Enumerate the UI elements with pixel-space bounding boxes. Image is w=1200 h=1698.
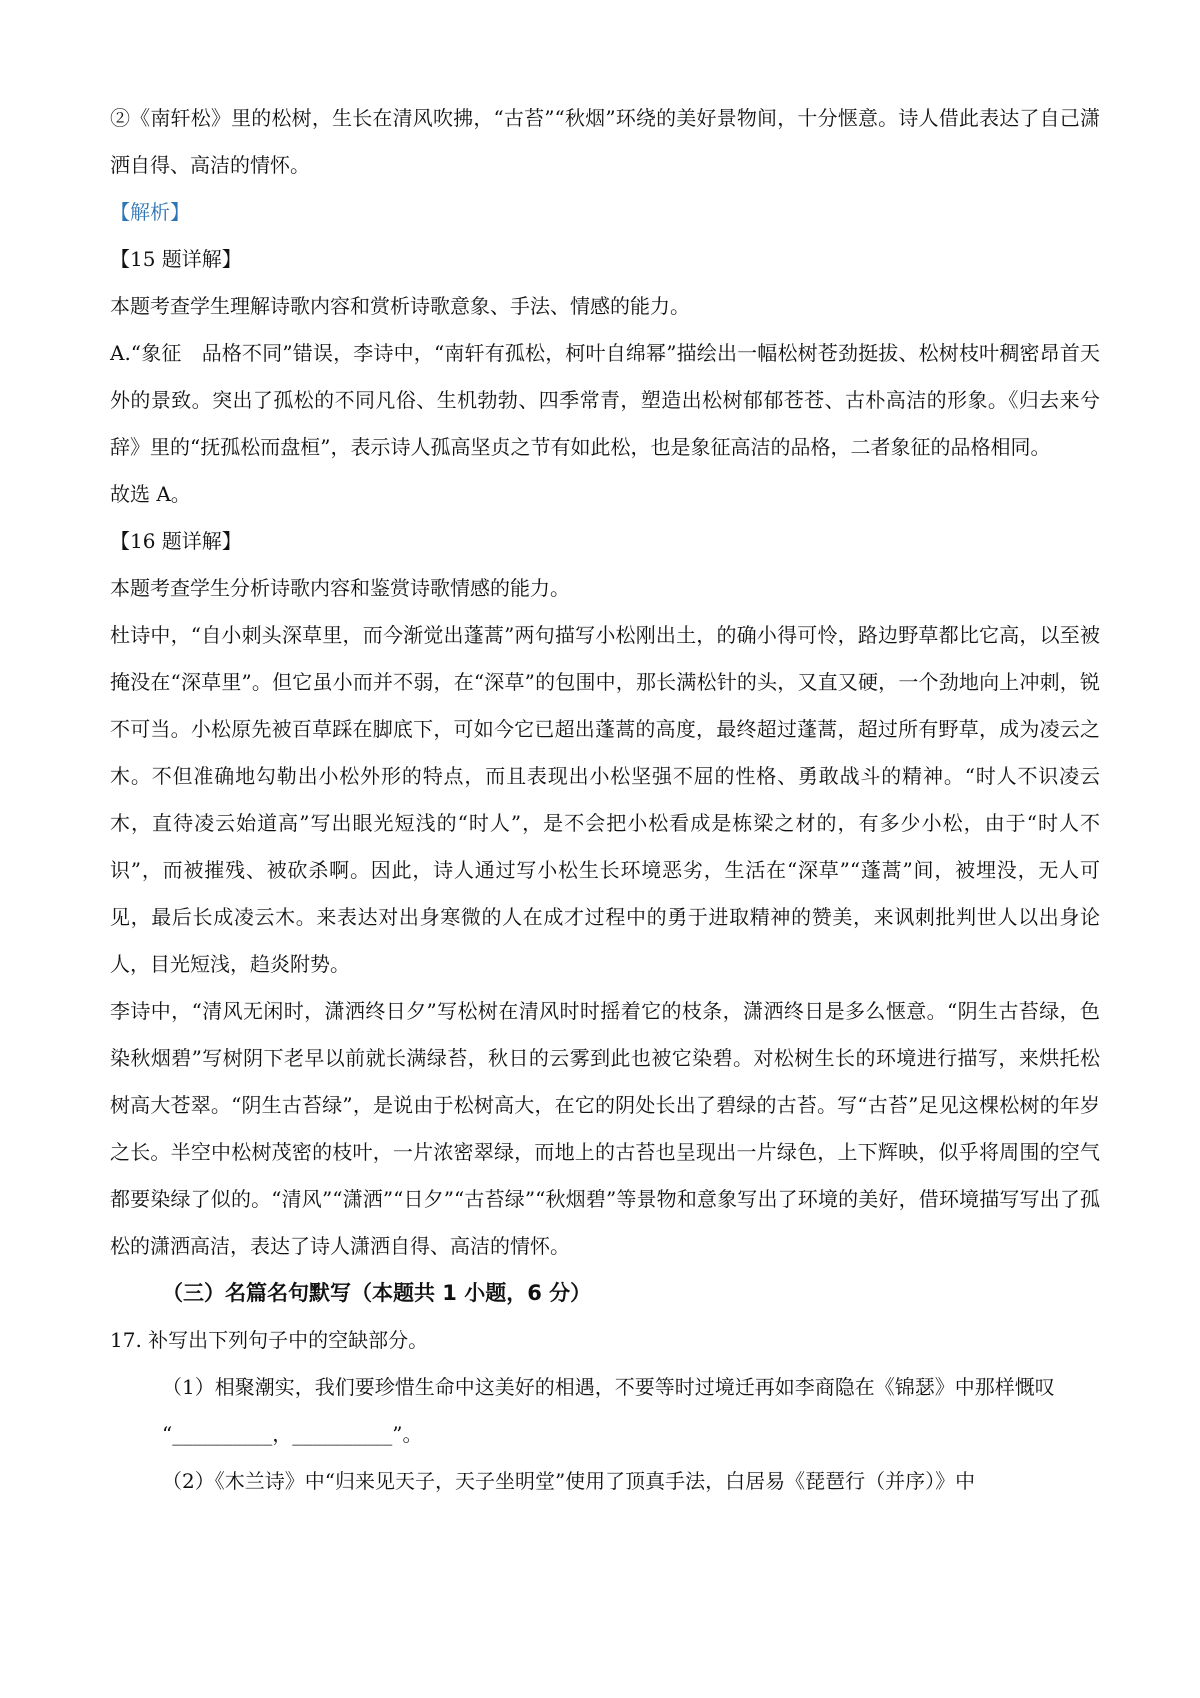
section-3-title: （三）名篇名句默写（本题共 1 小题，6 分）: [162, 1281, 592, 1305]
q17-stem: 17. 补写出下列句子中的空缺部分。: [110, 1328, 429, 1352]
q15-answer: 故选 A。: [110, 482, 191, 506]
answer-paragraph-2: ②《南轩松》里的松树，生长在清风吹拂，“古苔”“秋烟”环绕的美好景物间，十分惬意。诗人借此表达了自己潇洒自得、高洁的情怀。: [110, 106, 1100, 177]
q16-du-analysis: 杜诗中，“自小刺头深草里，而今渐觉出蓬蒿”两句描写小松刚出土，的确小得可怜，路边野草都比它高，以至被掩没在“深草里”。但它虽小而并不弱，在“深草”的包围中，那长满松针的头，又直又硬，一个劲地向上冲刺，锐不可当。小松原先被百草踩在脚底下，可如今它已超出蓬蒿的高度，最终超过蓬蒿，超过所有野草，成为凌云之木。不但准确地勾勒出小松外形的特点，而且表现出小松坚强不屈的性格、勇敢战斗的精神。“时人不识凌云木，直待凌云始道高”写出眼光短浅的“时人”，是不会把小松看成是栋梁之材的，有多少小松，由于“时人不识”，而被摧残、被砍杀啊。因此，诗人通过写小松生长环境恶劣，生活在“深草”“蓬蒿”间，被埋没，无人可见，最后长成凌云木。来表达对出身寒微的人在成才过程中的勇于进取精神的赞美，来讽刺批判世人以出身论人，目光短浅，趋炎附势。: [110, 623, 1100, 976]
q17-item-1: （1）相聚潮实，我们要珍惜生命中这美好的相遇，不要等时过境迁再如李商隐在《锦瑟》中那样慨叹: [162, 1375, 1055, 1399]
q16-detail-heading: 【16 题详解】: [110, 529, 242, 553]
q17-item-1-blanks: “__________，__________”。: [162, 1422, 423, 1446]
analysis-tag: 【解析】: [110, 200, 190, 224]
q15-intro: 本题考查学生理解诗歌内容和赏析诗歌意象、手法、情感的能力。: [110, 294, 690, 318]
document-page: [110, 95, 1100, 1505]
q17-item-2: （2）《木兰诗》中“归来见天子，天子坐明堂”使用了顶真手法，白居易《琵琶行（并序）》中: [162, 1469, 976, 1493]
q16-intro: 本题考查学生分析诗歌内容和鉴赏诗歌情感的能力。: [110, 576, 570, 600]
q15-detail-heading: 【15 题详解】: [110, 247, 242, 271]
q15-explanation: A.“象征 品格不同”错误，李诗中，“南轩有孤松，柯叶自绵幂”描绘出一幅松树苍劲挺拔、松树枝叶稠密昂首天外的景致。突出了孤松的不同凡俗、生机勃勃、四季常青，塑造出松树郁郁苍苍、古朴高洁的形象。《归去来兮辞》里的“抚孤松而盘桓”，表示诗人孤高坚贞之节有如此松，也是象征高洁的品格，二者象征的品格相同。: [110, 341, 1100, 459]
q16-li-analysis: 李诗中，“清风无闲时，潇洒终日夕”写松树在清风时时摇着它的枝条，潇洒终日是多么惬意。“阴生古苔绿，色染秋烟碧”写树阴下老早以前就长满绿苔，秋日的云雾到此也被它染碧。对松树生长的环境进行描写，来烘托松树高大苍翠。“阴生古苔绿”，是说由于松树高大，在它的阴处长出了碧绿的古苔。写“古苔”足见这棵松树的年岁之长。半空中松树茂密的枝叶，一片浓密翠绿，而地上的古苔也呈现出一片绿色，上下辉映，似乎将周围的空气都要染绿了似的。“清风”“潇洒”“日夕”“古苔绿”“秋烟碧”等景物和意象写出了环境的美好，借环境描写写出了孤松的潇洒高洁，表达了诗人潇洒自得、高洁的情怀。: [110, 999, 1100, 1258]
